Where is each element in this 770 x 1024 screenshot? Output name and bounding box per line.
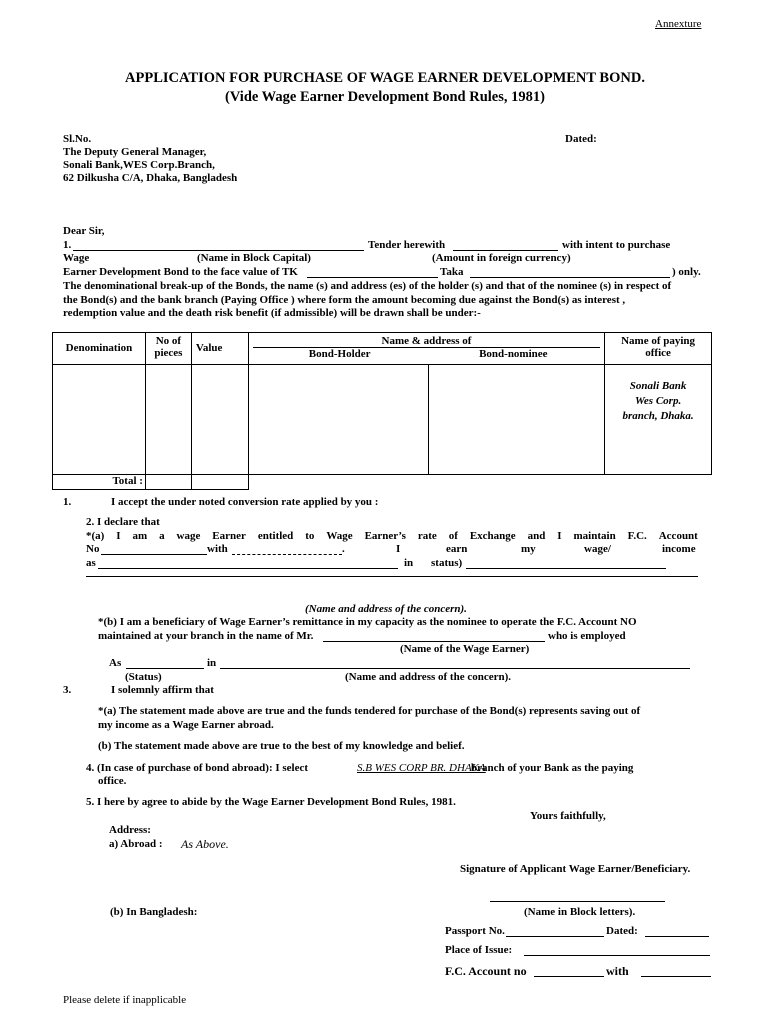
passport-label: Passport No.	[445, 925, 505, 937]
status-label: status)	[431, 557, 463, 569]
face-value-text: Earner Development Bond to the face value of TK	[63, 266, 298, 278]
in-label: in	[404, 557, 414, 569]
taka-text: Taka	[440, 266, 464, 278]
face-value-tk-field[interactable]	[307, 277, 438, 278]
block-letters-field[interactable]	[490, 901, 665, 902]
status-field-2[interactable]	[126, 668, 204, 669]
wage-text: Wage	[63, 252, 90, 264]
total-pieces-cell[interactable]	[145, 474, 191, 489]
passport-date-field[interactable]	[645, 936, 709, 937]
fc-with-label: with	[606, 964, 629, 978]
dated-label: Dated:	[565, 133, 597, 145]
fc-no-label: No	[86, 543, 100, 555]
section3-b-line: (b) The statement made above are true to the best of my knowledge and belief.	[98, 740, 465, 752]
address-label: Address:	[109, 824, 151, 836]
amount-foreign-label: (Amount in foreign currency)	[432, 252, 571, 264]
fc-with-field[interactable]	[641, 976, 711, 977]
foreign-amount-field[interactable]	[453, 250, 558, 251]
line1-number: 1.	[63, 239, 72, 251]
section2-b-line-2: maintained at your branch in the name of Mr.	[98, 630, 314, 642]
as-label: as	[86, 557, 96, 569]
in-bangladesh-label: (b) In Bangladesh:	[110, 906, 198, 918]
section3-a-line-2: my income as a Wage Earner abroad.	[98, 719, 274, 731]
total-label: Total :	[53, 474, 146, 489]
salutation: Dear Sir,	[63, 225, 105, 237]
affirm-text: I solemnly affirm that	[111, 684, 214, 696]
section1-number: 1.	[63, 496, 72, 508]
wage-text-2: wage/	[584, 543, 611, 555]
concern-field-2[interactable]	[220, 668, 690, 669]
section2-b-line-1: *(b) I am a beneficiary of Wage Earner’s remittance in my capacity as the nominee to operate the F.C. Account NO	[98, 616, 637, 628]
bond-holder-header: Bond-Holder	[308, 348, 371, 360]
denomination-header: Denomination	[53, 333, 146, 365]
bond-holder-cell[interactable]	[248, 364, 429, 474]
taka-words-field[interactable]	[470, 277, 670, 278]
status-field[interactable]	[466, 568, 666, 569]
section4-text-b: branch of your Bank as the paying	[471, 762, 634, 774]
section4-text-a: 4. (In case of purchase of bond abroad): I select	[86, 762, 309, 774]
intent-text: with intent to purchase	[562, 239, 671, 251]
place-of-issue-field[interactable]	[524, 955, 710, 956]
addressee-line-3: 62 Dilkusha C/A, Dhaka, Bangladesh	[63, 172, 238, 184]
form-subtitle: (Vide Wage Earner Development Bond Rules, 1981)	[225, 89, 545, 105]
place-of-issue-label: Place of Issue:	[445, 944, 513, 956]
serial-number-label: Sl.No.	[63, 133, 92, 145]
paragraph-line-1: The denominational break-up of the Bonds, the name (s) and address (es) of the holder (s) and that of the nominee (s) in respect of	[63, 280, 672, 292]
value-cell[interactable]	[191, 364, 248, 474]
paragraph-line-3: redemption value and the death risk benefit (if admissible) will be drawn shall be under:-	[63, 307, 481, 319]
with-field[interactable]	[232, 554, 342, 555]
paragraph-line-2: the Bond(s) and the bank branch (Paying Office ) where form the amount becoming due against the Bond(s) as interest ,	[63, 294, 626, 306]
section5-text: 5. I here by agree to abide by the Wage Earner Development Bond Rules, 1981.	[86, 796, 456, 808]
fc-account-label: F.C. Account no	[445, 964, 527, 978]
concern-caption: (Name and address of the concern).	[345, 671, 512, 683]
section2-heading: 2. I declare that	[86, 516, 160, 528]
period-mark: .	[342, 543, 345, 555]
form-title: APPLICATION FOR PURCHASE OF WAGE EARNER DEVELOPMENT BOND.	[125, 70, 645, 86]
denomination-cell[interactable]	[53, 364, 146, 474]
wage-earner-label: (Name of the Wage Earner)	[400, 643, 530, 655]
concern-field[interactable]	[86, 576, 698, 577]
as-label-2: As	[109, 657, 122, 669]
only-text: ) only.	[672, 266, 701, 278]
name-address-header: Name & address of Bond-Holder Bond-nominee	[248, 333, 604, 364]
annexure-label: Annexture	[655, 18, 702, 30]
bond-nominee-cell[interactable]	[429, 364, 605, 474]
status-caption: (Status)	[125, 671, 162, 683]
paying-office-cell: Sonali Bank Wes Corp. branch, Dhaka.	[605, 364, 712, 474]
fc-account-no-field[interactable]	[101, 554, 207, 555]
bond-nominee-header: Bond-nominee	[479, 348, 548, 360]
concern-label: (Name and address of the concern).	[305, 603, 467, 615]
section4-text-c: office.	[98, 775, 127, 787]
bond-table	[52, 332, 712, 490]
i-text: I	[396, 543, 401, 555]
footer-note: Please delete if inapplicable	[63, 994, 187, 1006]
total-value-cell[interactable]	[191, 474, 248, 489]
abroad-value: As Above.	[181, 837, 229, 851]
yours-faithfully: Yours faithfully,	[530, 810, 606, 822]
section3-a-line-1: *(a) The statement made above are true and the funds tendered for purchase of the Bond(s) represents saving out of	[98, 705, 641, 717]
addressee-line-2: Sonali Bank,WES Corp.Branch,	[63, 159, 215, 171]
earn-text: earn	[446, 543, 468, 555]
addressee-line-1: The Deputy General Manager,	[63, 146, 207, 158]
paying-office-header: Name of paying office	[605, 333, 712, 365]
my-text: my	[521, 543, 536, 555]
block-letters-label: (Name in Block letters).	[524, 906, 636, 918]
in-label-2: in	[207, 657, 217, 669]
name-block-capital-label: (Name in Block Capital)	[197, 252, 311, 264]
with-label: with	[207, 543, 228, 555]
passport-dated-label: Dated:	[606, 925, 638, 937]
tender-herewith-text: Tender herewith	[368, 239, 446, 251]
signature-label: Signature of Applicant Wage Earner/Beneficiary.	[460, 863, 691, 875]
pieces-cell[interactable]	[145, 364, 191, 474]
passport-field[interactable]	[506, 936, 604, 937]
applicant-name-field[interactable]	[73, 250, 364, 251]
employed-text: who is employed	[548, 630, 626, 642]
selected-branch[interactable]: S.B WES CORP BR. DHAKA	[357, 762, 486, 774]
section2-a-line: *(a) I am a wage Earner entitled to Wage Earner’s rate of Exchange and I maintain F.C. Account	[86, 530, 698, 542]
section3-number: 3.	[63, 684, 72, 696]
income-text: income	[662, 543, 696, 555]
abroad-label: a) Abroad :	[109, 838, 163, 850]
fc-account-field[interactable]	[534, 976, 604, 977]
value-header: Value	[191, 333, 248, 365]
section1-text: I accept the under noted conversion rate applied by you :	[111, 496, 379, 508]
occupation-field[interactable]	[98, 568, 398, 569]
pieces-header: No of pieces	[145, 333, 191, 365]
wage-earner-name-field[interactable]	[323, 641, 545, 642]
